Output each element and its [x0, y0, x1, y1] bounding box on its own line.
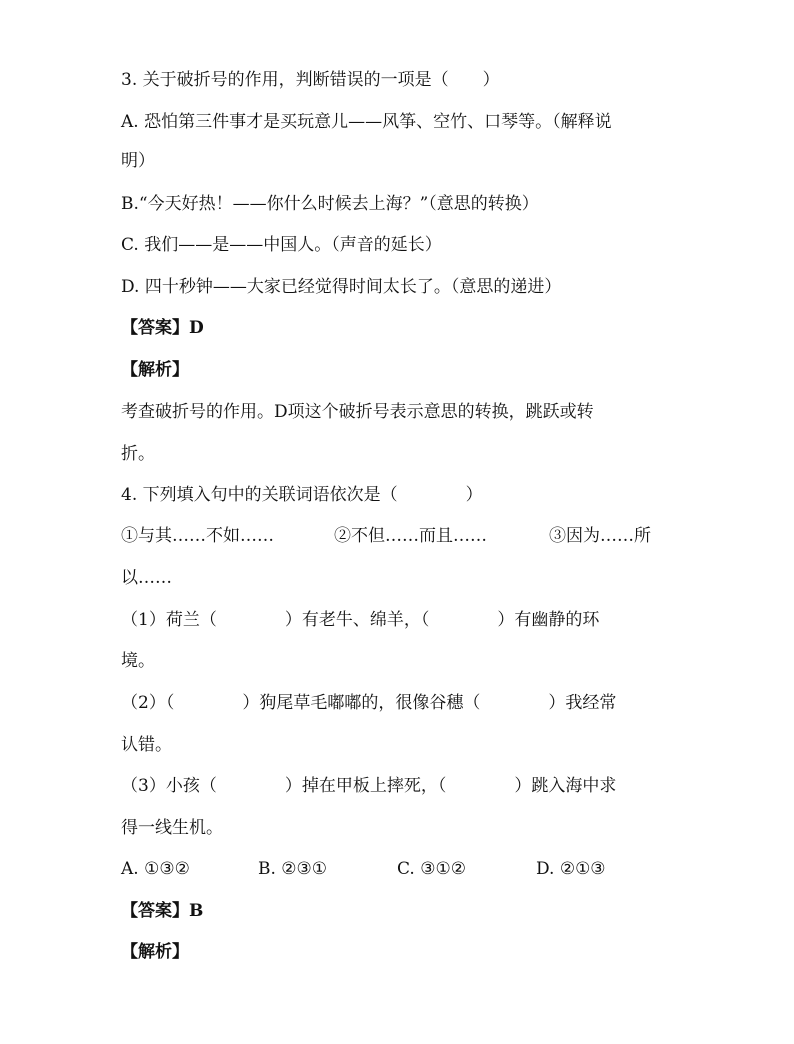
q4-sentence2-line1: （2）（ ）狗尾草毛嘟嘟的，很像谷穗（ ）我经常 [121, 693, 617, 713]
q4-sentence3-line1: （3）小孩（ ）掉在甲板上摔死，（ ）跳入海中求 [121, 776, 617, 796]
q3-option-b: B.“今天好热！——你什么时候去上海？”（意思的转换） [121, 194, 539, 214]
q3-option-c: C. 我们——是——中国人。（声音的延长） [121, 235, 442, 255]
q4-pair-2: ②不但……而且…… [334, 526, 487, 546]
q4-option-a: A. ①③② [121, 859, 190, 879]
q4-sentence3-line2: 得一线生机。 [121, 818, 223, 838]
q4-pair-3: ③因为……所 [549, 526, 651, 546]
q4-choices [121, 858, 681, 880]
q4-stem: 4. 下列填入句中的关联词语依次是（ ） [121, 485, 483, 505]
q4-conjunction-pairs [121, 525, 681, 547]
q4-sentence1-line1: （1）荷兰（ ）有老牛、绵羊，（ ）有幽静的环 [121, 610, 600, 630]
q4-answer: 【答案】B [121, 901, 204, 921]
q4-sentence1-line2: 境。 [121, 651, 155, 671]
q4-pair-1: ①与其……不如…… [121, 526, 274, 546]
q4-pair-3-cont: 以…… [121, 568, 172, 588]
q3-answer: 【答案】D [121, 318, 204, 338]
q4-sentence2-line2: 认错。 [121, 735, 172, 755]
q4-option-c: C. ③①② [397, 859, 466, 879]
q3-option-a-line1: A. 恐怕第三件事才是买玩意儿——风筝、空竹、口琴等。（解释说 [121, 112, 612, 132]
q3-analysis-line2: 折。 [121, 444, 155, 464]
q4-option-d: D. ②①③ [536, 859, 606, 879]
q4-option-b: B. ②③① [258, 859, 328, 879]
q3-analysis-heading: 【解析】 [121, 360, 189, 380]
q3-analysis-line1: 考查破折号的作用。D项这个破折号表示意思的转换，跳跃或转 [121, 402, 594, 422]
q3-stem: 3. 关于破折号的作用，判断错误的一项是（ ） [121, 70, 500, 90]
q4-analysis-heading: 【解析】 [121, 942, 189, 962]
q3-option-d: D. 四十秒钟——大家已经觉得时间太长了。（意思的递进） [121, 277, 562, 297]
q3-option-a-line2: 明） [121, 151, 155, 171]
